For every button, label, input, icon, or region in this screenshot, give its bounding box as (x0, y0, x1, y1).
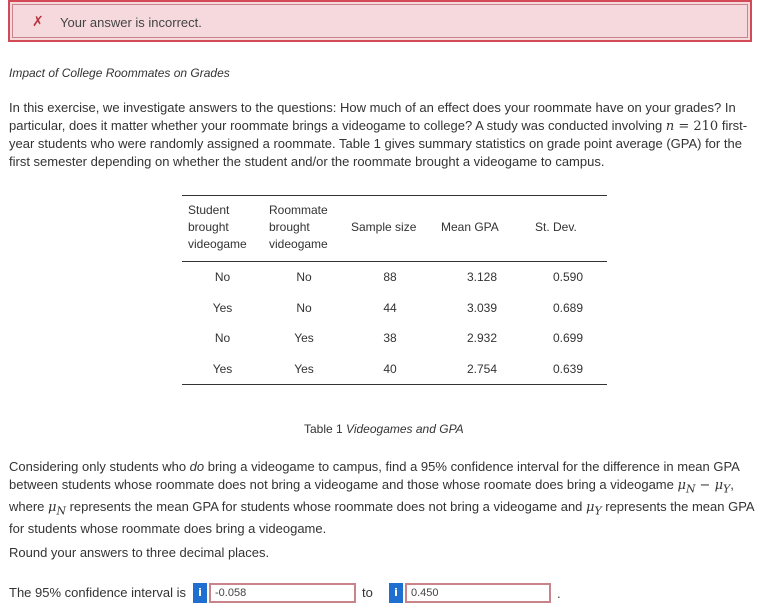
upper-bound-input[interactable]: 0.450 (405, 583, 551, 603)
mu-n-symbol-2: $\mu_N$ (48, 499, 66, 518)
header-mean-gpa: Mean GPA (441, 220, 499, 234)
emphasis-do: do (189, 459, 205, 474)
info-icon[interactable]: i (389, 583, 403, 603)
alert-message: Your answer is incorrect. (60, 15, 202, 30)
info-icon[interactable]: i (193, 583, 207, 603)
cell-mean-gpa: 2.932 (466, 331, 498, 346)
cell-roommate: No (296, 270, 312, 285)
table-header-row (182, 196, 607, 262)
cell-mean-gpa: 3.128 (466, 270, 498, 285)
cell-st-dev: 0.639 (552, 361, 584, 376)
cell-sample-size: 88 (383, 270, 397, 285)
mu-y-symbol: $\mu_Y$ (714, 477, 731, 496)
cell-roommate: Yes (294, 331, 314, 346)
intro-paragraph (9, 99, 754, 170)
cell-st-dev: 0.590 (552, 270, 584, 285)
header-student: Student brought videogame (188, 203, 247, 251)
cell-student: Yes (212, 361, 233, 376)
intro-text-1: In this exercise, we investigate answers to the questions: How much of an effect does your roommate have on your grades? In particular, does it matter whether your roommate brings a videogame to college? A study was conducted involving (9, 100, 736, 133)
problem-title: Impact of College Roommates on Grades (9, 66, 230, 80)
table-row (182, 262, 607, 293)
header-sample-size: Sample size (351, 220, 417, 234)
table-row (182, 323, 607, 354)
cell-student: No (214, 270, 231, 285)
caption-label: Table 1 (304, 422, 343, 436)
cell-mean-gpa: 2.754 (466, 361, 498, 376)
lower-bound-input[interactable]: -0.058 (209, 583, 356, 603)
cell-st-dev: 0.689 (552, 300, 584, 315)
rounding-instruction: Round your answers to three decimal places. (9, 545, 270, 560)
cell-roommate: No (296, 300, 312, 315)
cell-sample-size: 44 (383, 300, 397, 315)
cell-sample-size: 40 (383, 361, 397, 376)
n-variable: n (665, 118, 675, 134)
header-roommate: Roommate brought videogame (269, 203, 328, 251)
table-row (182, 354, 607, 385)
mu-n-symbol: $\mu_N$ (677, 477, 696, 496)
x-icon: ✗ (32, 13, 44, 29)
table-row (182, 293, 607, 324)
cell-mean-gpa: 3.039 (466, 300, 498, 315)
answer-label: The 95% confidence interval is (9, 585, 187, 600)
cell-roommate: Yes (294, 361, 314, 376)
gpa-summary-table (182, 195, 607, 385)
incorrect-alert (8, 0, 752, 42)
table-caption (304, 422, 464, 436)
cell-student: No (214, 331, 231, 346)
n-equals: = 210 (674, 118, 719, 134)
intro-text-2: first-year students who were randomly assigned a roommate. Table 1 gives summary statistics on grade point average (GPA) for the first semester depending on whether the student and/or the roommate brought a videogame to campus. (9, 117, 748, 169)
question-paragraph: Considering only students who do bring a videogame to campus, find a 95% confidence interval for the difference in mean GPA between students whose roommate does not bring a videogame and those whose roomate does bring a videogame $\mu_N - \mu_Y$, where $\mu_N$ represents the mean GPA for students whose roommate does not bring a videogame and $\mu_Y$ represents the mean GPA for students whose roommate does bring a videogame. (9, 459, 754, 536)
cell-sample-size: 38 (383, 331, 397, 346)
caption-text: Videogames and GPA (346, 422, 464, 436)
period-text: . (557, 586, 561, 601)
cell-st-dev: 0.699 (552, 331, 584, 346)
to-label: to (362, 585, 373, 600)
mu-y-symbol-2: $\mu_Y$ (586, 499, 602, 518)
cell-student: Yes (212, 300, 233, 315)
header-st-dev: St. Dev. (535, 220, 577, 234)
